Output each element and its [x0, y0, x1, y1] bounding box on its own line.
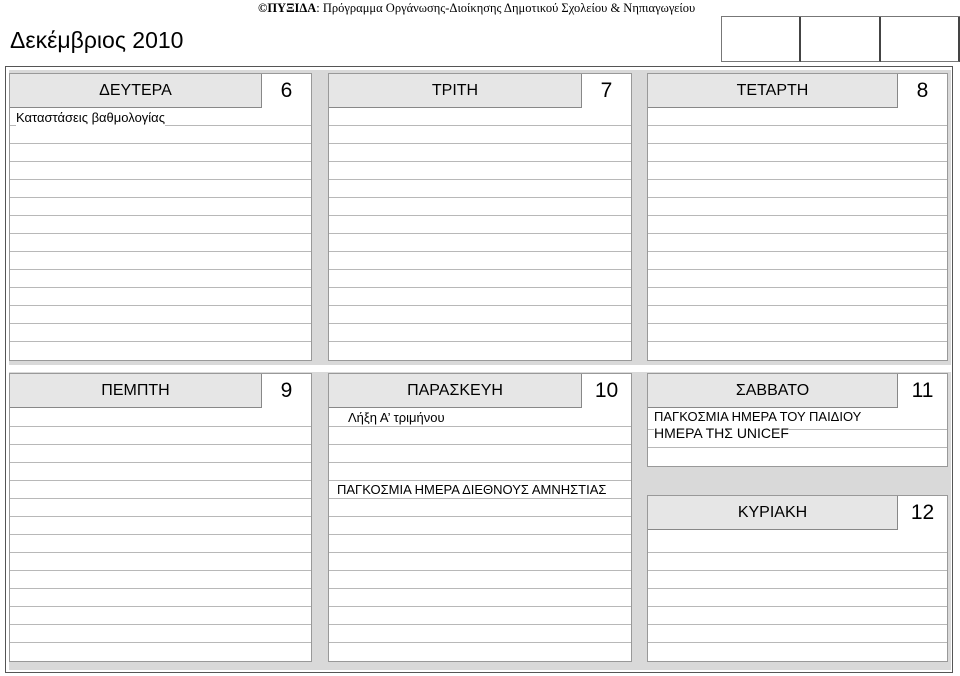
- credit-text: : Πρόγραμμα Οργάνωσης-Διοίκησης Δημοτικού Σχολείου & Νηπιαγωγείου: [316, 1, 696, 15]
- day-header: [10, 374, 311, 408]
- day-lines[interactable]: [648, 108, 947, 360]
- day-note: ΗΜΕΡΑ ΤΗΣ UNICEF: [654, 425, 789, 441]
- day-header: [648, 374, 947, 408]
- day-header: [10, 74, 311, 108]
- day-tuesday: [328, 73, 632, 361]
- day-number: 9: [261, 374, 311, 408]
- header-boxes: [721, 16, 960, 62]
- day-wednesday: [647, 73, 948, 361]
- day-name: ΔΕΥΤΕΡΑ: [99, 82, 172, 99]
- month-title: Δεκέμβριος 2010: [10, 27, 184, 53]
- day-number: 11: [897, 374, 947, 408]
- day-friday: [328, 373, 632, 662]
- day-lines[interactable]: [648, 535, 947, 661]
- header-box: [881, 17, 960, 62]
- day-lines[interactable]: [10, 108, 311, 360]
- day-number: 12: [897, 496, 947, 530]
- day-lines[interactable]: [329, 108, 631, 360]
- day-note: ΠΑΓΚΟΣΜΙΑ ΗΜΕΡΑ ΔΙΕΘΝΟΥΣ ΑΜΝΗΣΤΙΑΣ: [337, 482, 607, 497]
- day-name: ΣΑΒΒΑΤΟ: [735, 382, 810, 399]
- day-thursday: [9, 373, 312, 662]
- day-note: Λήξη Α’ τριμήνου: [348, 410, 445, 425]
- day-name: ΠΑΡΑΣΚΕΥΗ: [407, 382, 503, 399]
- day-name: ΤΡΙΤΗ: [431, 82, 479, 99]
- day-number: 7: [581, 74, 631, 108]
- day-name: ΠΕΜΠΤΗ: [101, 382, 170, 399]
- app-credit: [258, 1, 695, 16]
- day-monday: [9, 73, 312, 361]
- day-note: Καταστάσεις βαθμολογίας: [16, 110, 165, 125]
- day-number: 10: [581, 374, 631, 408]
- day-header: [329, 74, 631, 108]
- day-header: [329, 374, 631, 408]
- day-number: 6: [261, 74, 311, 108]
- day-lines[interactable]: [10, 409, 311, 661]
- header-box: [801, 17, 880, 62]
- day-name: ΤΕΤΑΡΤΗ: [736, 82, 809, 99]
- day-header: [648, 496, 947, 530]
- week-calendar: [5, 66, 953, 673]
- day-number: 8: [897, 74, 947, 108]
- day-lines[interactable]: [329, 409, 631, 661]
- credit-brand: ©ΠΥΞΙΔΑ: [258, 1, 317, 15]
- header-box: [722, 17, 801, 62]
- day-saturday: [647, 373, 948, 467]
- day-header: [648, 74, 947, 108]
- day-note: ΠΑΓΚΟΣΜΙΑ ΗΜΕΡΑ ΤΟΥ ΠΑΙΔΙΟΥ: [654, 409, 862, 424]
- day-name: ΚΥΡΙΑΚΗ: [737, 504, 808, 521]
- day-sunday: [647, 495, 948, 662]
